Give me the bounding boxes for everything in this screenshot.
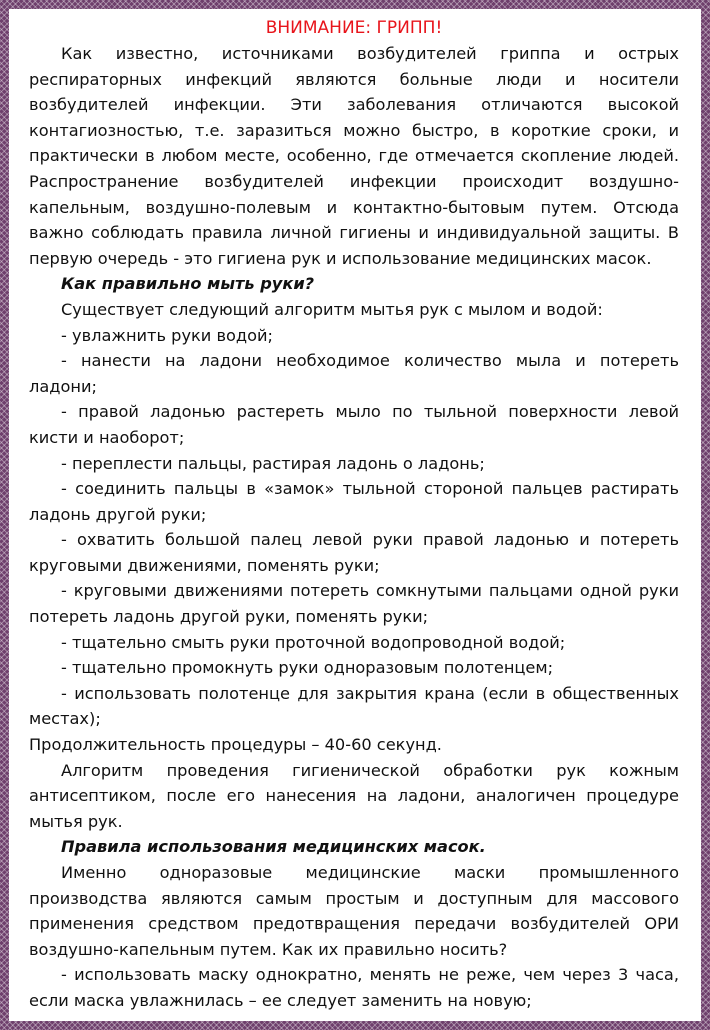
- handwash-step: - нанести на ладони необходимое количество мыла и потереть ладони;: [29, 351, 679, 396]
- handwash-step: - использовать полотенце для закрытия крана (если в общественных местах);: [29, 683, 679, 729]
- handwash-step: - правой ладонью растереть мыло по тыльной поверхности левой кисти и наоборот;: [29, 402, 679, 447]
- handwash-step: - соединить пальцы в «замок» тыльной стороной пальцев растирать ладонь другой руки;: [29, 479, 679, 524]
- handwash-duration: Продолжительность процедуры – 40-60 секунд.: [29, 735, 442, 755]
- handwash-step: - охватить большой палец левой руки правой ладонью и потереть круговыми движениями, поменять руки;: [29, 530, 679, 575]
- intro-paragraph: Как известно, источниками возбудителей гриппа и острых респираторных инфекций являются больные люди и носители возбудителей инфекции. Эти заболевания отличаются высокой контагиозностью, т.е. заразиться можно быстро, в короткие сроки, и практически в любом месте, особенно, где отмечается скопление людей. Распространение возбудителей инфекции происходит воздушно-капельным, воздушно-полевым и контактно-бытовым путем. Отсюда важно соблюдать правила личной гигиены и индивидуальной защиты. В первую очередь - это гигиена рук и использование медицинских масок.: [29, 44, 679, 268]
- document-page: [9, 9, 701, 1021]
- masks-step: - использовать маску однократно, менять не реже, чем через 3 часа, если маска увлажнилась – ее следует заменить на новую;: [29, 965, 679, 1010]
- handwash-heading: Как правильно мыть руки?: [61, 274, 315, 294]
- page-title: ВНИМАНИЕ: ГРИПП!: [265, 18, 443, 38]
- handwash-step: - круговыми движениями потереть сомкнутыми пальцами одной руки потереть ладонь другой руки, поменять руки;: [29, 581, 679, 627]
- handwash-step: - тщательно промокнуть руки одноразовым полотенцем;: [61, 658, 554, 678]
- masks-lead: Именно одноразовые медицинские маски промышленного производства являются самым простым и доступным для массового применения средством предотвращения передачи возбудителей ОРИ воздушно-капельным путем. Как их правильно носить?: [29, 863, 679, 959]
- antiseptic-paragraph: Алгоритм проведения гигиенической обработки рук кожным антисептиком, после его нанесения на ладони, аналогичен процедуре мытья рук.: [29, 760, 679, 831]
- handwash-step: - переплести пальцы, растирая ладонь о ладонь;: [61, 453, 485, 473]
- handwash-lead: Существует следующий алгоритм мытья рук с мылом и водой:: [61, 299, 603, 319]
- handwash-step: - тщательно смыть руки проточной водопроводной водой;: [61, 632, 566, 652]
- masks-heading: Правила использования медицинских масок.: [61, 837, 486, 857]
- handwash-step: - увлажнить руки водой;: [61, 325, 273, 345]
